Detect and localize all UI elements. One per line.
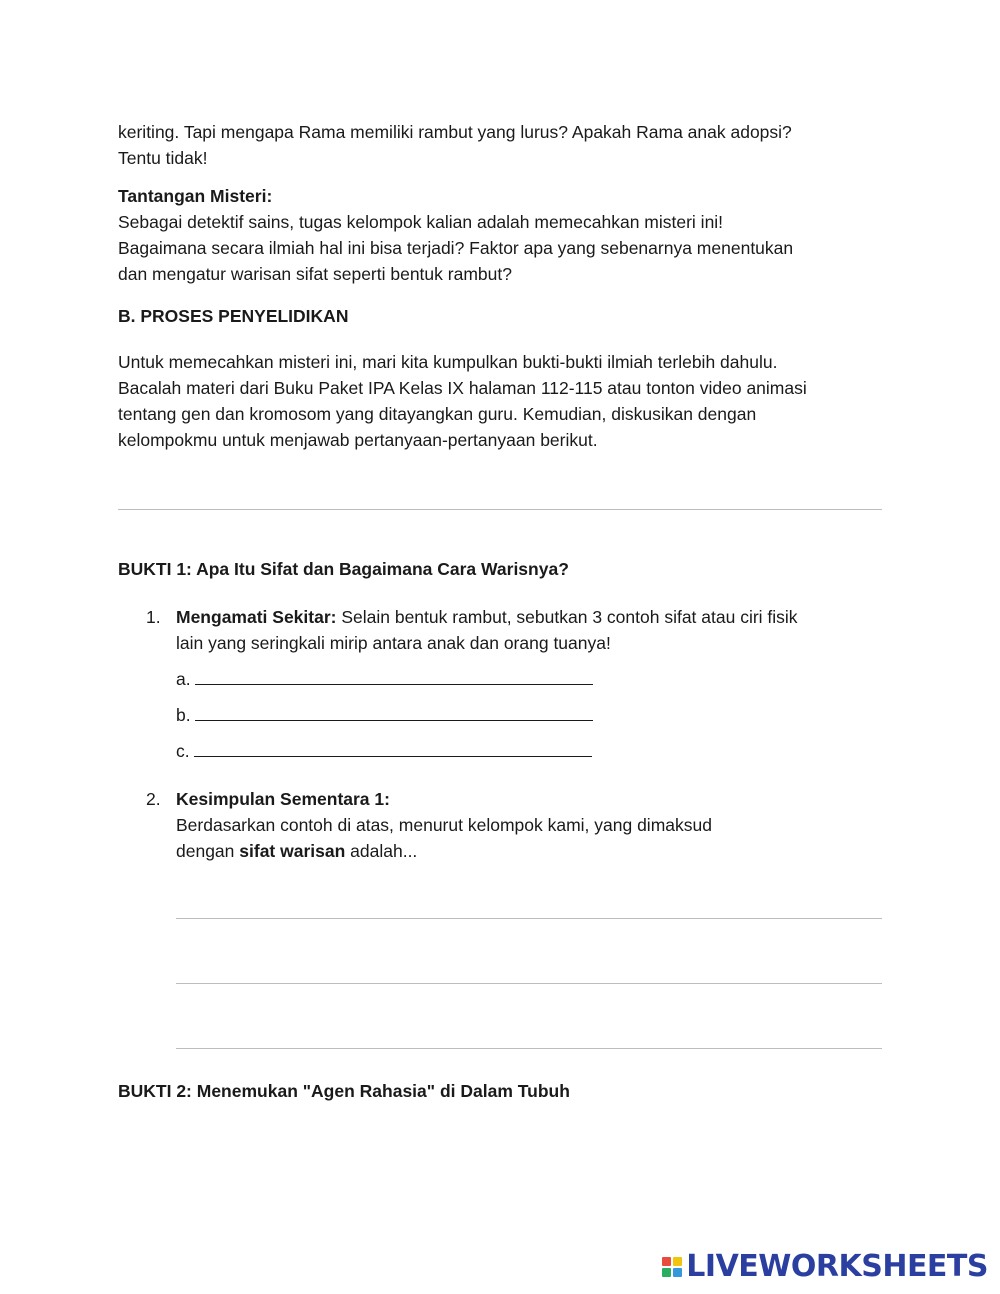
bukti-2-heading: BUKTI 2: Menemukan "Agen Rahasia" di Dalam Tubuh xyxy=(118,1081,570,1101)
liveworksheets-logo xyxy=(662,1249,988,1284)
answer-a-blank[interactable] xyxy=(195,666,593,685)
bukti-1-heading: BUKTI 1: Apa Itu Sifat dan Bagaimana Cara Warisnya? xyxy=(118,559,569,579)
section-b-line-4: kelompokmu untuk menjawab pertanyaan-pertanyaan berikut. xyxy=(118,430,598,450)
answer-b-blank[interactable] xyxy=(195,702,593,721)
answer-a-label: a. xyxy=(176,669,191,689)
question-2-label: Kesimpulan Sementara 1: xyxy=(176,789,390,809)
logo-square-1 xyxy=(662,1257,671,1266)
challenge-heading: Tantangan Misteri: xyxy=(118,186,273,206)
challenge-line-1: Sebagai detektif sains, tugas kelompok kalian adalah memecahkan misteri ini! xyxy=(118,212,724,232)
answer-b-row xyxy=(176,702,882,728)
question-1-text-1: Selain bentuk rambut, sebutkan 3 contoh sifat atau ciri fisik xyxy=(336,607,798,627)
challenge-line-3: dan mengatur warisan sifat seperti bentuk rambut? xyxy=(118,264,512,284)
logo-square-4 xyxy=(673,1268,682,1277)
section-b-heading: B. PROSES PENYELIDIKAN xyxy=(118,306,349,326)
logo-grid-icon xyxy=(662,1257,682,1277)
intro-line-2: Tentu tidak! xyxy=(118,148,208,168)
answer-c-blank[interactable] xyxy=(194,738,592,757)
question-2-text-1: Berdasarkan contoh di atas, menurut kelompok kami, yang dimaksud xyxy=(176,815,712,835)
bukti-1-question-list xyxy=(146,604,882,864)
question-2-text-2-post: adalah... xyxy=(345,841,418,861)
question-1-text-2: lain yang seringkali mirip antara anak dan orang tuanya! xyxy=(176,633,611,653)
answer-c-row xyxy=(176,738,882,764)
question-1-label: Mengamati Sekitar: xyxy=(176,607,337,627)
answer-b-label: b. xyxy=(176,705,191,725)
question-2-keyword: sifat warisan xyxy=(239,841,346,861)
logo-text: LIVEWORKSHEETS xyxy=(686,1249,988,1284)
question-2-number: 2. xyxy=(146,789,161,809)
section-b-line-1: Untuk memecahkan misteri ini, mari kita kumpulkan bukti-bukti ilmiah terlebih dahulu. xyxy=(118,352,778,372)
logo-square-2 xyxy=(673,1257,682,1266)
section-b-line-2: Bacalah materi dari Buku Paket IPA Kelas IX halaman 112-115 atau tonton video animasi xyxy=(118,378,807,398)
question-2 xyxy=(146,786,882,864)
question-1 xyxy=(146,604,882,764)
challenge-line-2: Bagaimana secara ilmiah hal ini bisa terjadi? Faktor apa yang sebenarnya menentukan xyxy=(118,238,794,258)
answer-a-row xyxy=(176,666,882,692)
answer-c-label: c. xyxy=(176,741,190,761)
section-b-line-3: tentang gen dan kromosom yang ditayangkan guru. Kemudian, diskusikan dengan xyxy=(118,404,757,424)
worksheet-page xyxy=(118,119,882,1104)
question-2-text-2-pre: dengan xyxy=(176,841,240,861)
intro-line-1: keriting. Tapi mengapa Rama memiliki rambut yang lurus? Apakah Rama anak adopsi? xyxy=(118,122,792,142)
logo-square-3 xyxy=(662,1268,671,1277)
question-1-number: 1. xyxy=(146,607,161,627)
